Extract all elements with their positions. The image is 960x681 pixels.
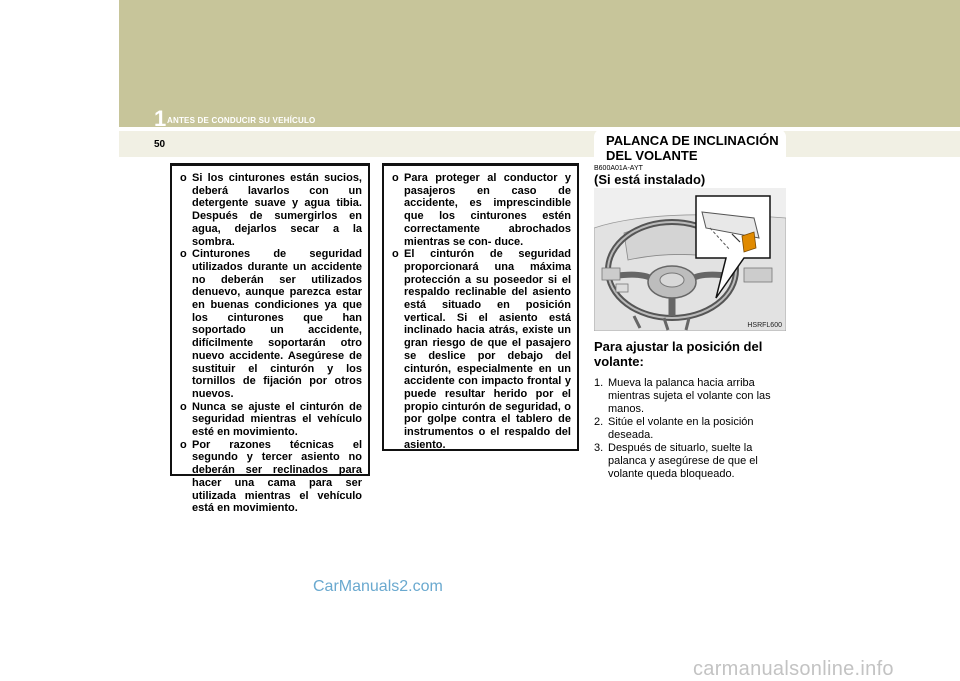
list-item-text: Cinturones de seguridad utilizados durante un accidente no deberán ser utilizados denuevo, aunque parezca estar en buenas condiciones ya que los cinturones que han soportado un accidente, difícilmente soportarán otro nuevo accidente. Asegúrese de sustituir el cinturón y los tornillos de fijación por otros nuevos. [192, 248, 362, 400]
section-title-line2: DEL VOLANTE [606, 148, 698, 163]
bullet-marker: o [180, 172, 187, 184]
instructions-title: Para ajustar la posición del volante: [594, 339, 763, 369]
warning-box-middle [382, 163, 579, 451]
header-subband [119, 131, 960, 157]
header-band [119, 0, 960, 127]
section-title [606, 133, 786, 163]
illustration-code: HSRFL600 [747, 322, 782, 329]
list-item [392, 172, 571, 248]
section-title-line1: PALANCA DE INCLINACIÓN [606, 133, 779, 148]
chapter-number: 1 [154, 106, 167, 131]
steering-wheel-illustration [594, 188, 786, 331]
steering-wheel-drawing [594, 188, 786, 331]
step-number: 1. [594, 377, 604, 389]
list-item [180, 401, 362, 439]
list-item [180, 439, 362, 515]
step-number: 2. [594, 416, 604, 428]
instruction-steps [594, 377, 786, 481]
bullet-marker: o [180, 438, 187, 451]
list-item-text: Por razones técnicas el segundo y tercer asiento no deberán ser reclinados para hacer una cama para ser utilizada mientras el vehículo está en movimiento. [192, 438, 362, 515]
list-item [594, 442, 786, 481]
list-item [180, 172, 362, 248]
section-subtitle: (Si está instalado) [594, 172, 706, 187]
list-item-text: Si los cinturones están sucios, deberá lavarlos con un detergente suave y agua tibia. Después de sumergirlos en agua, dejarlos secar a la sombra. [192, 172, 362, 248]
step-text: Después de situarlo, suelte la palanca y asegúrese de que el volante queda bloqueado. [608, 442, 758, 480]
step-text: Mueva la palanca hacia arriba mientras sujeta el volante con las manos. [608, 377, 771, 415]
page-number: 50 [154, 139, 166, 150]
list-item-text: Para proteger al conductor y pasajeros en caso de accidente, es imprescindible que los cinturones estén correctamente abrochados mientras se con- duce. [404, 172, 571, 248]
list-item [594, 416, 786, 442]
list-item-text: Nunca se ajuste el cinturón de seguridad mientras el vehículo esté en movimiento. [192, 400, 362, 439]
bullet-marker: o [392, 172, 399, 184]
step-text: Sitúe el volante en la posición deseada. [608, 416, 754, 441]
watermark-carmanualsonline: carmanualsonline.info [693, 658, 894, 680]
warning-list-left [180, 172, 362, 515]
list-item-text: El cinturón de seguridad proporcionará una máxima protección a su poseedor si el respaldo reclinable del asiento está situado en posición vertical. Si el asiento está inclinado hacia atrás, existe un gran riesgo de que el pasajero se deslice por debajo del cinturón, especialmente en un accidente con impacto frontal y puede resultar herido por el propio cinturón de seguridad, o por golpe contra el tablero de instrumentos o el respaldo del asiento. [404, 248, 571, 451]
bullet-marker: o [180, 248, 187, 261]
chapter-title: ANTES DE CONDUCIR SU VEHÍCULO [167, 116, 316, 125]
list-item [594, 377, 786, 416]
list-item [392, 248, 571, 451]
list-item [180, 248, 362, 400]
step-number: 3. [594, 442, 604, 454]
bullet-marker: o [392, 248, 399, 261]
warning-list-middle [392, 172, 571, 451]
warning-box-left [170, 163, 370, 515]
watermark-carmanuals2: CarManuals2.com [313, 578, 443, 595]
bullet-marker: o [180, 400, 187, 413]
section-code: B600A01A-AYT [594, 165, 643, 172]
